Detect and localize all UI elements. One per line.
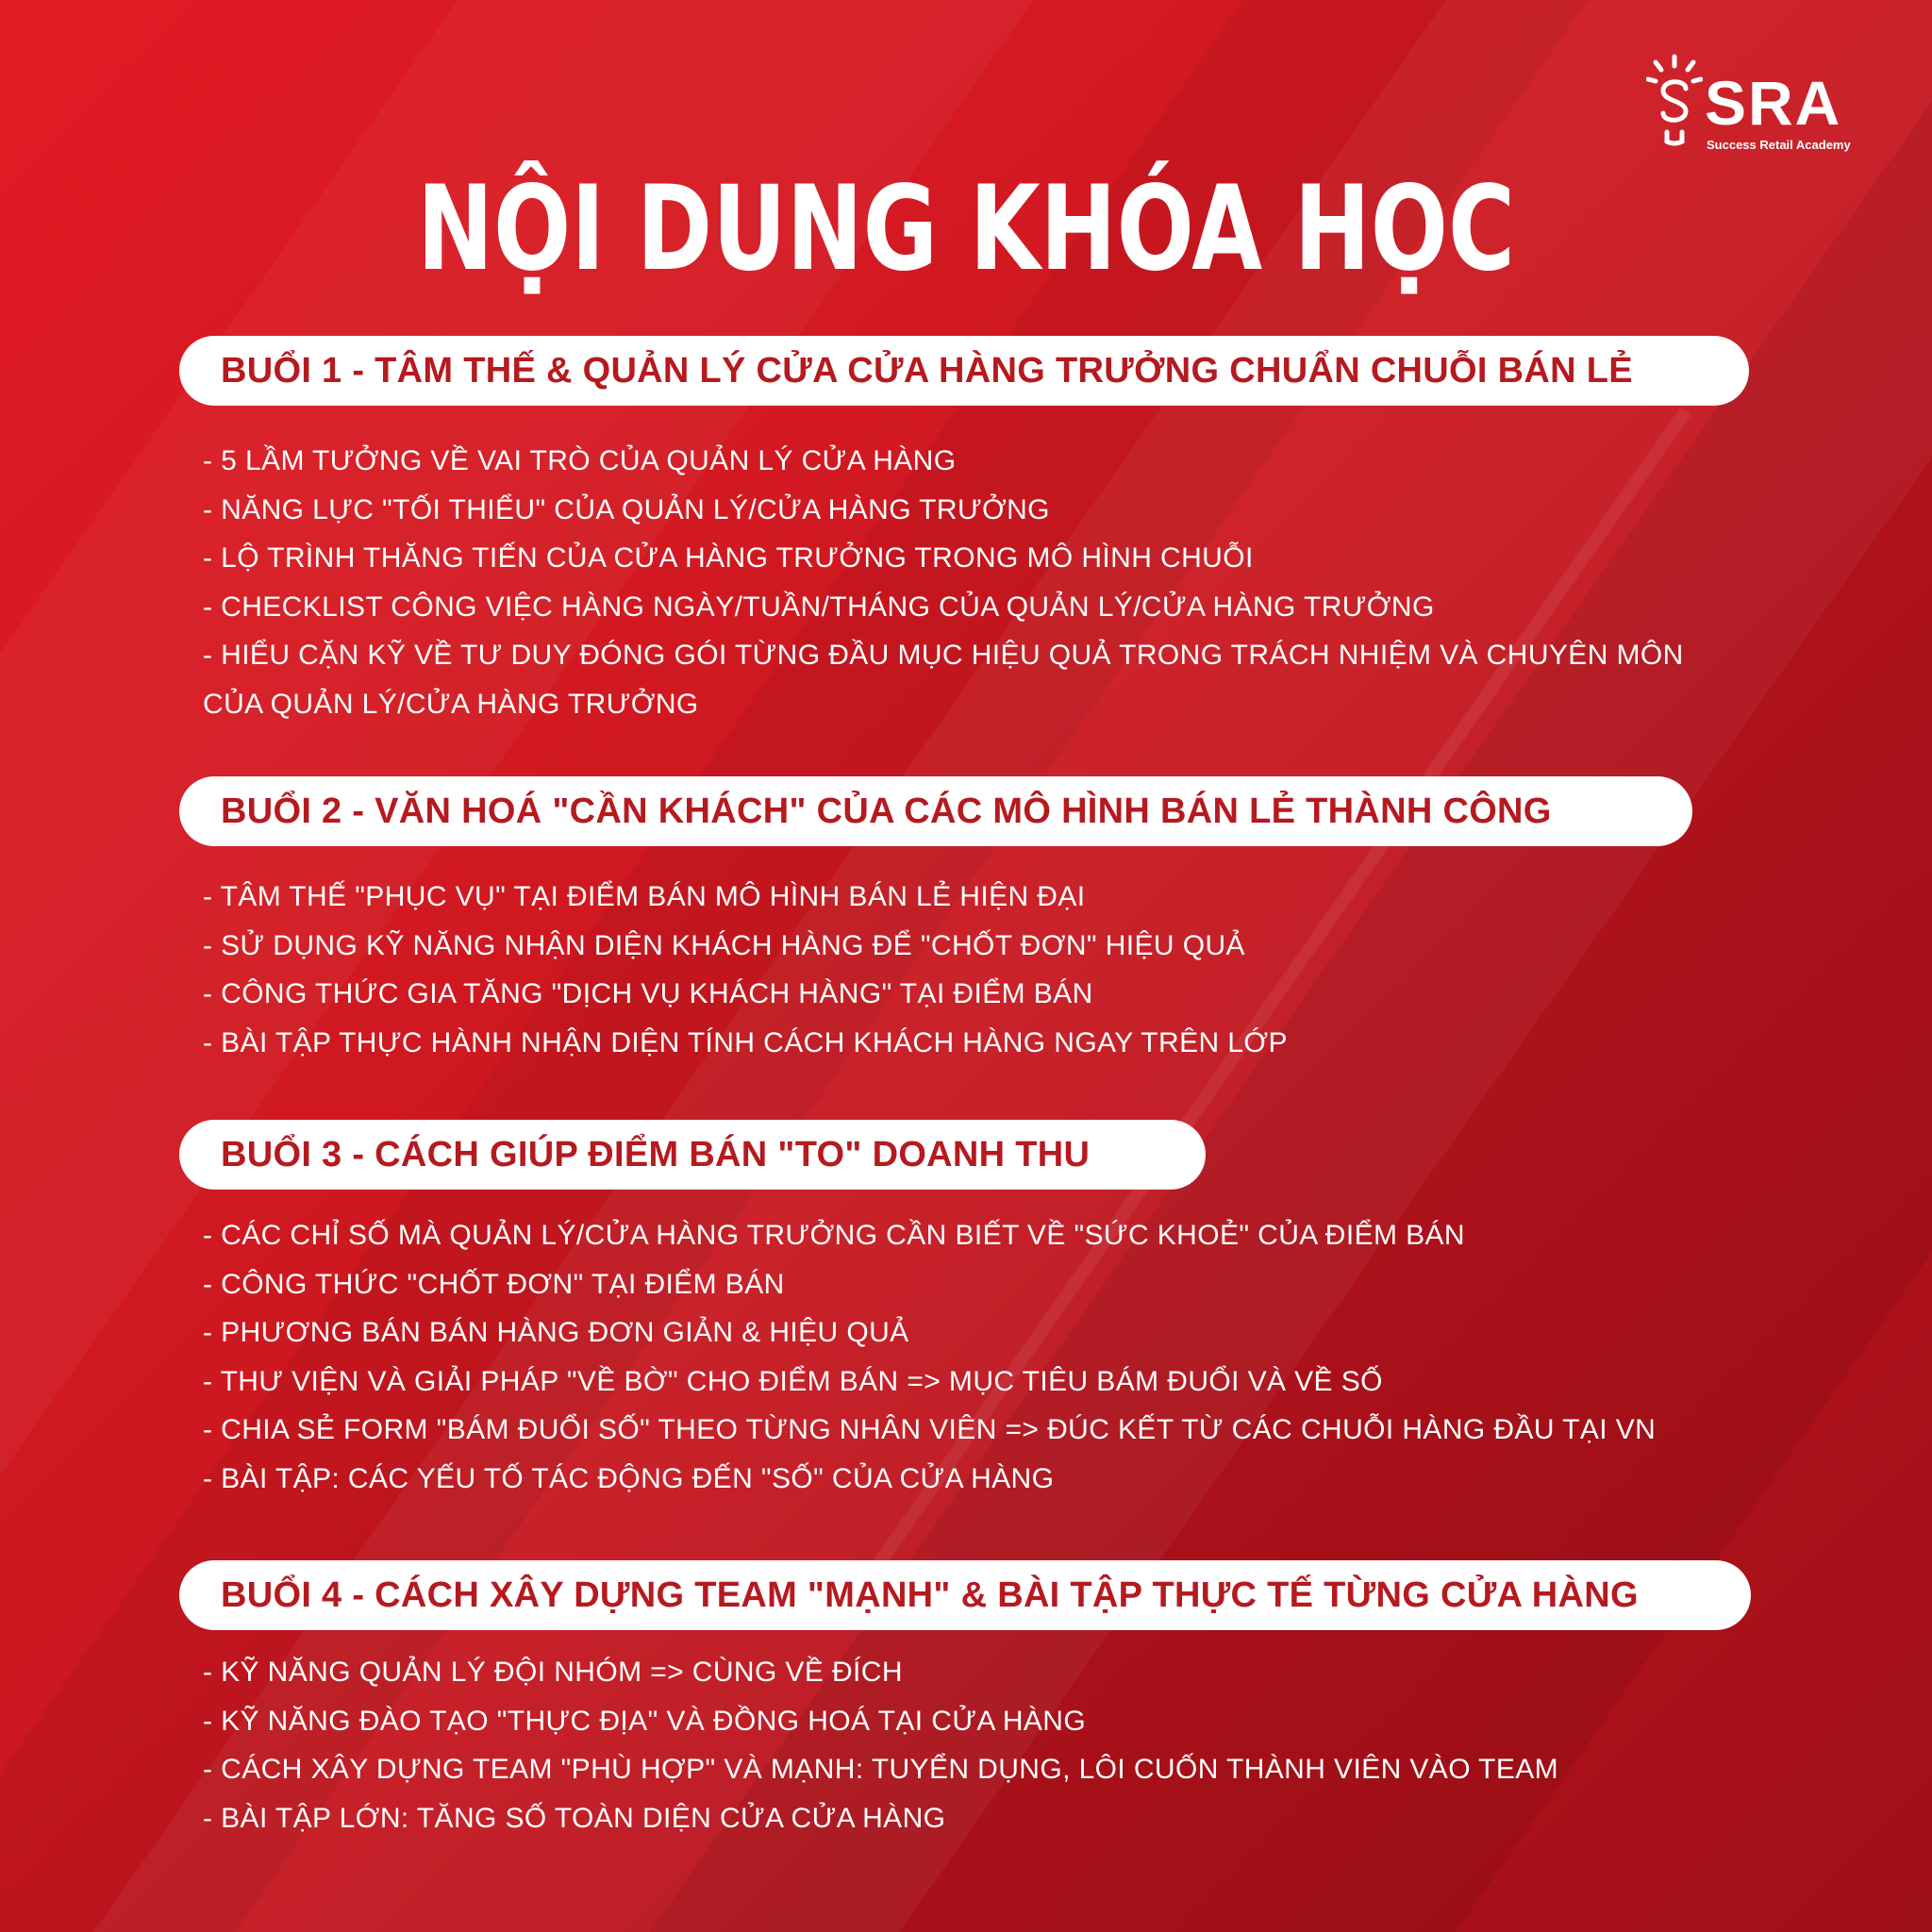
list-item: - KỸ NĂNG ĐÀO TẠO "THỰC ĐỊA" VÀ ĐỒNG HOÁ TẠI CỬA HÀNG [203,1705,1087,1737]
sra-logo [1646,53,1863,157]
list-item: - LỘ TRÌNH THĂNG TIẾN CỦA CỬA HÀNG TRƯỞNG TRONG MÔ HÌNH CHUỖI [203,542,1254,574]
list-item: - BÀI TẬP THỰC HÀNH NHẬN DIỆN TÍNH CÁCH KHÁCH HÀNG NGAY TRÊN LỚP [203,1026,1288,1058]
list-item: - BÀI TẬP LỚN: TĂNG SỐ TOÀN DIỆN CỬA CỬA HÀNG [203,1802,946,1834]
logo-name: SRA [1705,68,1842,138]
list-item: - TÂM THẾ "PHỤC VỤ" TẠI ĐIỂM BÁN MÔ HÌNH BÁN LẺ HIỆN ĐẠI [203,881,1086,912]
list-item: - HIỂU CẶN KỸ VỀ TƯ DUY ĐÓNG GÓI TỪNG ĐẦU MỤC HIỆU QUẢ TRONG TRÁCH NHIỆM VÀ CHUYÊN MÔN CỦA QUẢN LÝ/CỬA HÀNG TRƯỞNG [203,640,1684,720]
list-item: - SỬ DỤNG KỸ NĂNG NHẬN DIỆN KHÁCH HÀNG ĐỂ "CHỐT ĐƠN" HIỆU QUẢ [203,929,1245,961]
session-3-list [203,1211,1712,1503]
list-item: - THƯ VIỆN VÀ GIẢI PHÁP "VỀ BỜ" CHO ĐIỂM BÁN => MỤC TIÊU BÁM ĐUỔI VÀ VỀ SỐ [203,1365,1383,1397]
session-4-heading: BUỔI 4 - CÁCH XÂY DỰNG TEAM "MẠNH" & BÀI TẬP THỰC TẾ TỪNG CỬA HÀNG [179,1560,1751,1630]
list-item: - CÁCH XÂY DỰNG TEAM "PHÙ HỢP" VÀ MẠNH: TUYỂN DỤNG, LÔI CUỐN THÀNH VIÊN VÀO TEAM [203,1754,1559,1785]
list-item: - 5 LẦM TƯỞNG VỀ VAI TRÒ CỦA QUẢN LÝ CỬA HÀNG [203,445,957,476]
list-item: - PHƯƠNG BÁN BÁN HÀNG ĐƠN GIẢN & HIỆU QUẢ [203,1317,909,1348]
list-item: - CÁC CHỈ SỐ MÀ QUẢN LÝ/CỬA HÀNG TRƯỞNG CẦN BIẾT VỀ "SỨC KHOẺ" CỦA ĐIỂM BÁN [203,1220,1465,1251]
session-2-heading: BUỔI 2 - VĂN HOÁ "CẦN KHÁCH" CỦA CÁC MÔ HÌNH BÁN LẺ THÀNH CÔNG [179,776,1692,846]
page-title: NỘI DUNG KHÓA HỌC [417,161,1515,297]
session-1-heading: BUỔI 1 - TÂM THẾ & QUẢN LÝ CỬA CỬA HÀNG TRƯỞNG CHUẨN CHUỖI BÁN LẺ [179,336,1749,406]
list-item: - CHIA SẺ FORM "BÁM ĐUỔI SỐ" THEO TỪNG NHÂN VIÊN => ĐÚC KẾT TỪ CÁC CHUỖI HÀNG ĐẦU TẠI VN [203,1414,1657,1445]
list-item: - CHECKLIST CÔNG VIỆC HÀNG NGÀY/TUẦN/THÁNG CỦA QUẢN LÝ/CỬA HÀNG TRƯỞNG [203,591,1435,623]
list-item: - BÀI TẬP: CÁC YẾU TỐ TÁC ĐỘNG ĐẾN "SỐ" CỦA CỬA HÀNG [203,1462,1055,1494]
session-2-list [203,873,1712,1067]
session-1-list [203,437,1712,728]
logo-tagline: Success Retail Academy [1707,138,1851,152]
session-4-list [203,1648,1712,1842]
list-item: - NĂNG LỰC "TỐI THIỂU" CỦA QUẢN LÝ/CỬA HÀNG TRƯỞNG [203,493,1050,525]
list-item: - CÔNG THỨC GIA TĂNG "DỊCH VỤ KHÁCH HÀNG" TẠI ĐIỂM BÁN [203,978,1093,1009]
list-item: - KỸ NĂNG QUẢN LÝ ĐỘI NHÓM => CÙNG VỀ ĐÍCH [203,1657,903,1688]
list-item: - CÔNG THỨC "CHỐT ĐƠN" TẠI ĐIỂM BÁN [203,1268,785,1300]
session-3-heading: BUỔI 3 - CÁCH GIÚP ĐIỂM BÁN "TO" DOANH THU [179,1120,1206,1190]
lightbulb-icon [1646,53,1703,147]
